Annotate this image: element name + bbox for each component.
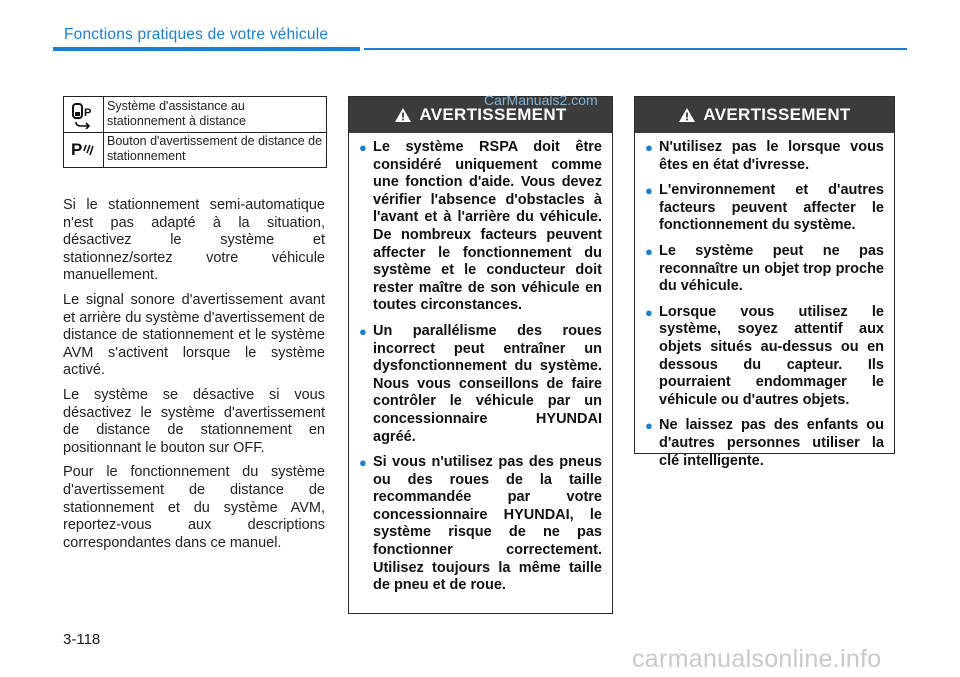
warning-item-text: Ne laissez pas des enfants ou d'autres personnes utiliser la clé intelligente. [659, 417, 884, 469]
warning-triangle-icon [678, 107, 696, 123]
bullet-icon: ● [645, 140, 653, 155]
body-paragraph: Si le stationnement semi-automatique n'est pas adapté à la situation, désactivez le système et stationnez/sortez votre véhicule manuellement. [63, 197, 325, 284]
warning-item [645, 182, 884, 235]
warning-box [634, 96, 895, 469]
watermark-top[interactable]: CarManuals2.com [484, 92, 598, 108]
body-text [63, 197, 325, 559]
warning-header [635, 97, 894, 133]
symbol-icon-cell [64, 132, 104, 167]
bullet-icon: ● [359, 140, 367, 155]
warning-item [645, 304, 884, 410]
warning-item [645, 417, 884, 470]
body-paragraph: Le système se désactive si vous désactivez le système d'avertissement de distance de stationnement en positionnant le bouton sur OFF. [63, 386, 325, 456]
bullet-icon: ● [645, 243, 653, 259]
bullet-icon: ● [645, 418, 653, 434]
warning-item-text: L'environnement et d'autres facteurs peuvent affecter le fonctionnement du système. [659, 182, 884, 234]
warning-item-text: Si vous n'utilisez pas des pneus ou des roues de la taille recommandée par votre concessionnaire HYUNDAI, le système risque de ne pas fonctionner correctement. Utilisez toujours la même taille de pneu et de roue. [373, 454, 602, 594]
page-number: 3-118 [63, 631, 101, 648]
warning-item-text: Le système peut ne pas reconnaître un objet trop proche du véhicule. [659, 242, 884, 295]
bullet-icon: ● [645, 183, 653, 199]
parking-warning-button-icon [70, 136, 98, 162]
warning-title: AVERTISSEMENT [703, 105, 851, 124]
bullet-icon: ● [359, 455, 367, 471]
svg-text:P: P [71, 140, 83, 159]
bullet-icon: ● [645, 304, 653, 320]
header-rule-thin [364, 48, 907, 50]
symbol-table [63, 96, 327, 168]
body-paragraph: Pour le fonctionnement du système d'avertissement de distance de stationnement et du système AVM, reportez-vous aux descriptions correspondantes dans ce manuel. [63, 464, 325, 551]
svg-text:P: P [84, 107, 92, 119]
warning-item-text: Lorsque vous utilisez le système, soyez attentif aux objets situés au-dessus ou en dessous du capteur. Ils pourraient endommager le véhicule ou d'autres objets. [659, 303, 884, 408]
header-title: Fonctions pratiques de votre véhicule [64, 26, 329, 43]
symbol-row [64, 132, 326, 167]
warning-list [645, 139, 884, 478]
body-paragraph: Le signal sonore d'avertissement avant et arrière du système d'avertissement de distance de stationnement et le système AVM s'activent lorsque le système activé. [63, 291, 325, 379]
remote-parking-icon [70, 101, 98, 129]
warning-box [348, 96, 613, 614]
symbol-label: Système d'assistance au stationnement à distance [107, 99, 246, 128]
warning-item-text: Le système RSPA doit être considéré uniquement comme une fonction d'aide. Vous devez vérifier l'absence d'obstacles à l'avant et à l'arrière du véhicule. De nombreux facteurs peuvent affecter le fonctionnement du système et le conducteur doit rester maître de son véhicule en toutes circonstances. [373, 139, 602, 314]
warning-item [359, 139, 602, 315]
symbol-icon-cell [64, 97, 104, 132]
symbol-label: Bouton d'avertissement de distance de stationnement [107, 134, 323, 163]
bullet-icon: ● [359, 323, 367, 339]
symbol-row [64, 97, 326, 133]
warning-list [359, 139, 602, 603]
warning-item [645, 243, 884, 296]
warning-item-text: Un parallélisme des roues incorrect peut entraîner un dysfonctionnement du système. Nous vous conseillons de faire contrôler le véhicule par un concessionnaire HYUNDAI agréé. [373, 322, 602, 445]
warning-triangle-icon [394, 107, 412, 123]
warning-item-text: N'utilisez pas le lorsque vous êtes en état d'ivresse. [659, 139, 884, 173]
warning-item [359, 323, 602, 446]
warning-item [645, 139, 884, 174]
warning-item [359, 454, 602, 595]
warning-title: AVERTISSEMENT [419, 105, 567, 124]
watermark-bottom[interactable]: carmanualsonline.info [632, 645, 882, 673]
header-rule-thick [53, 47, 360, 51]
